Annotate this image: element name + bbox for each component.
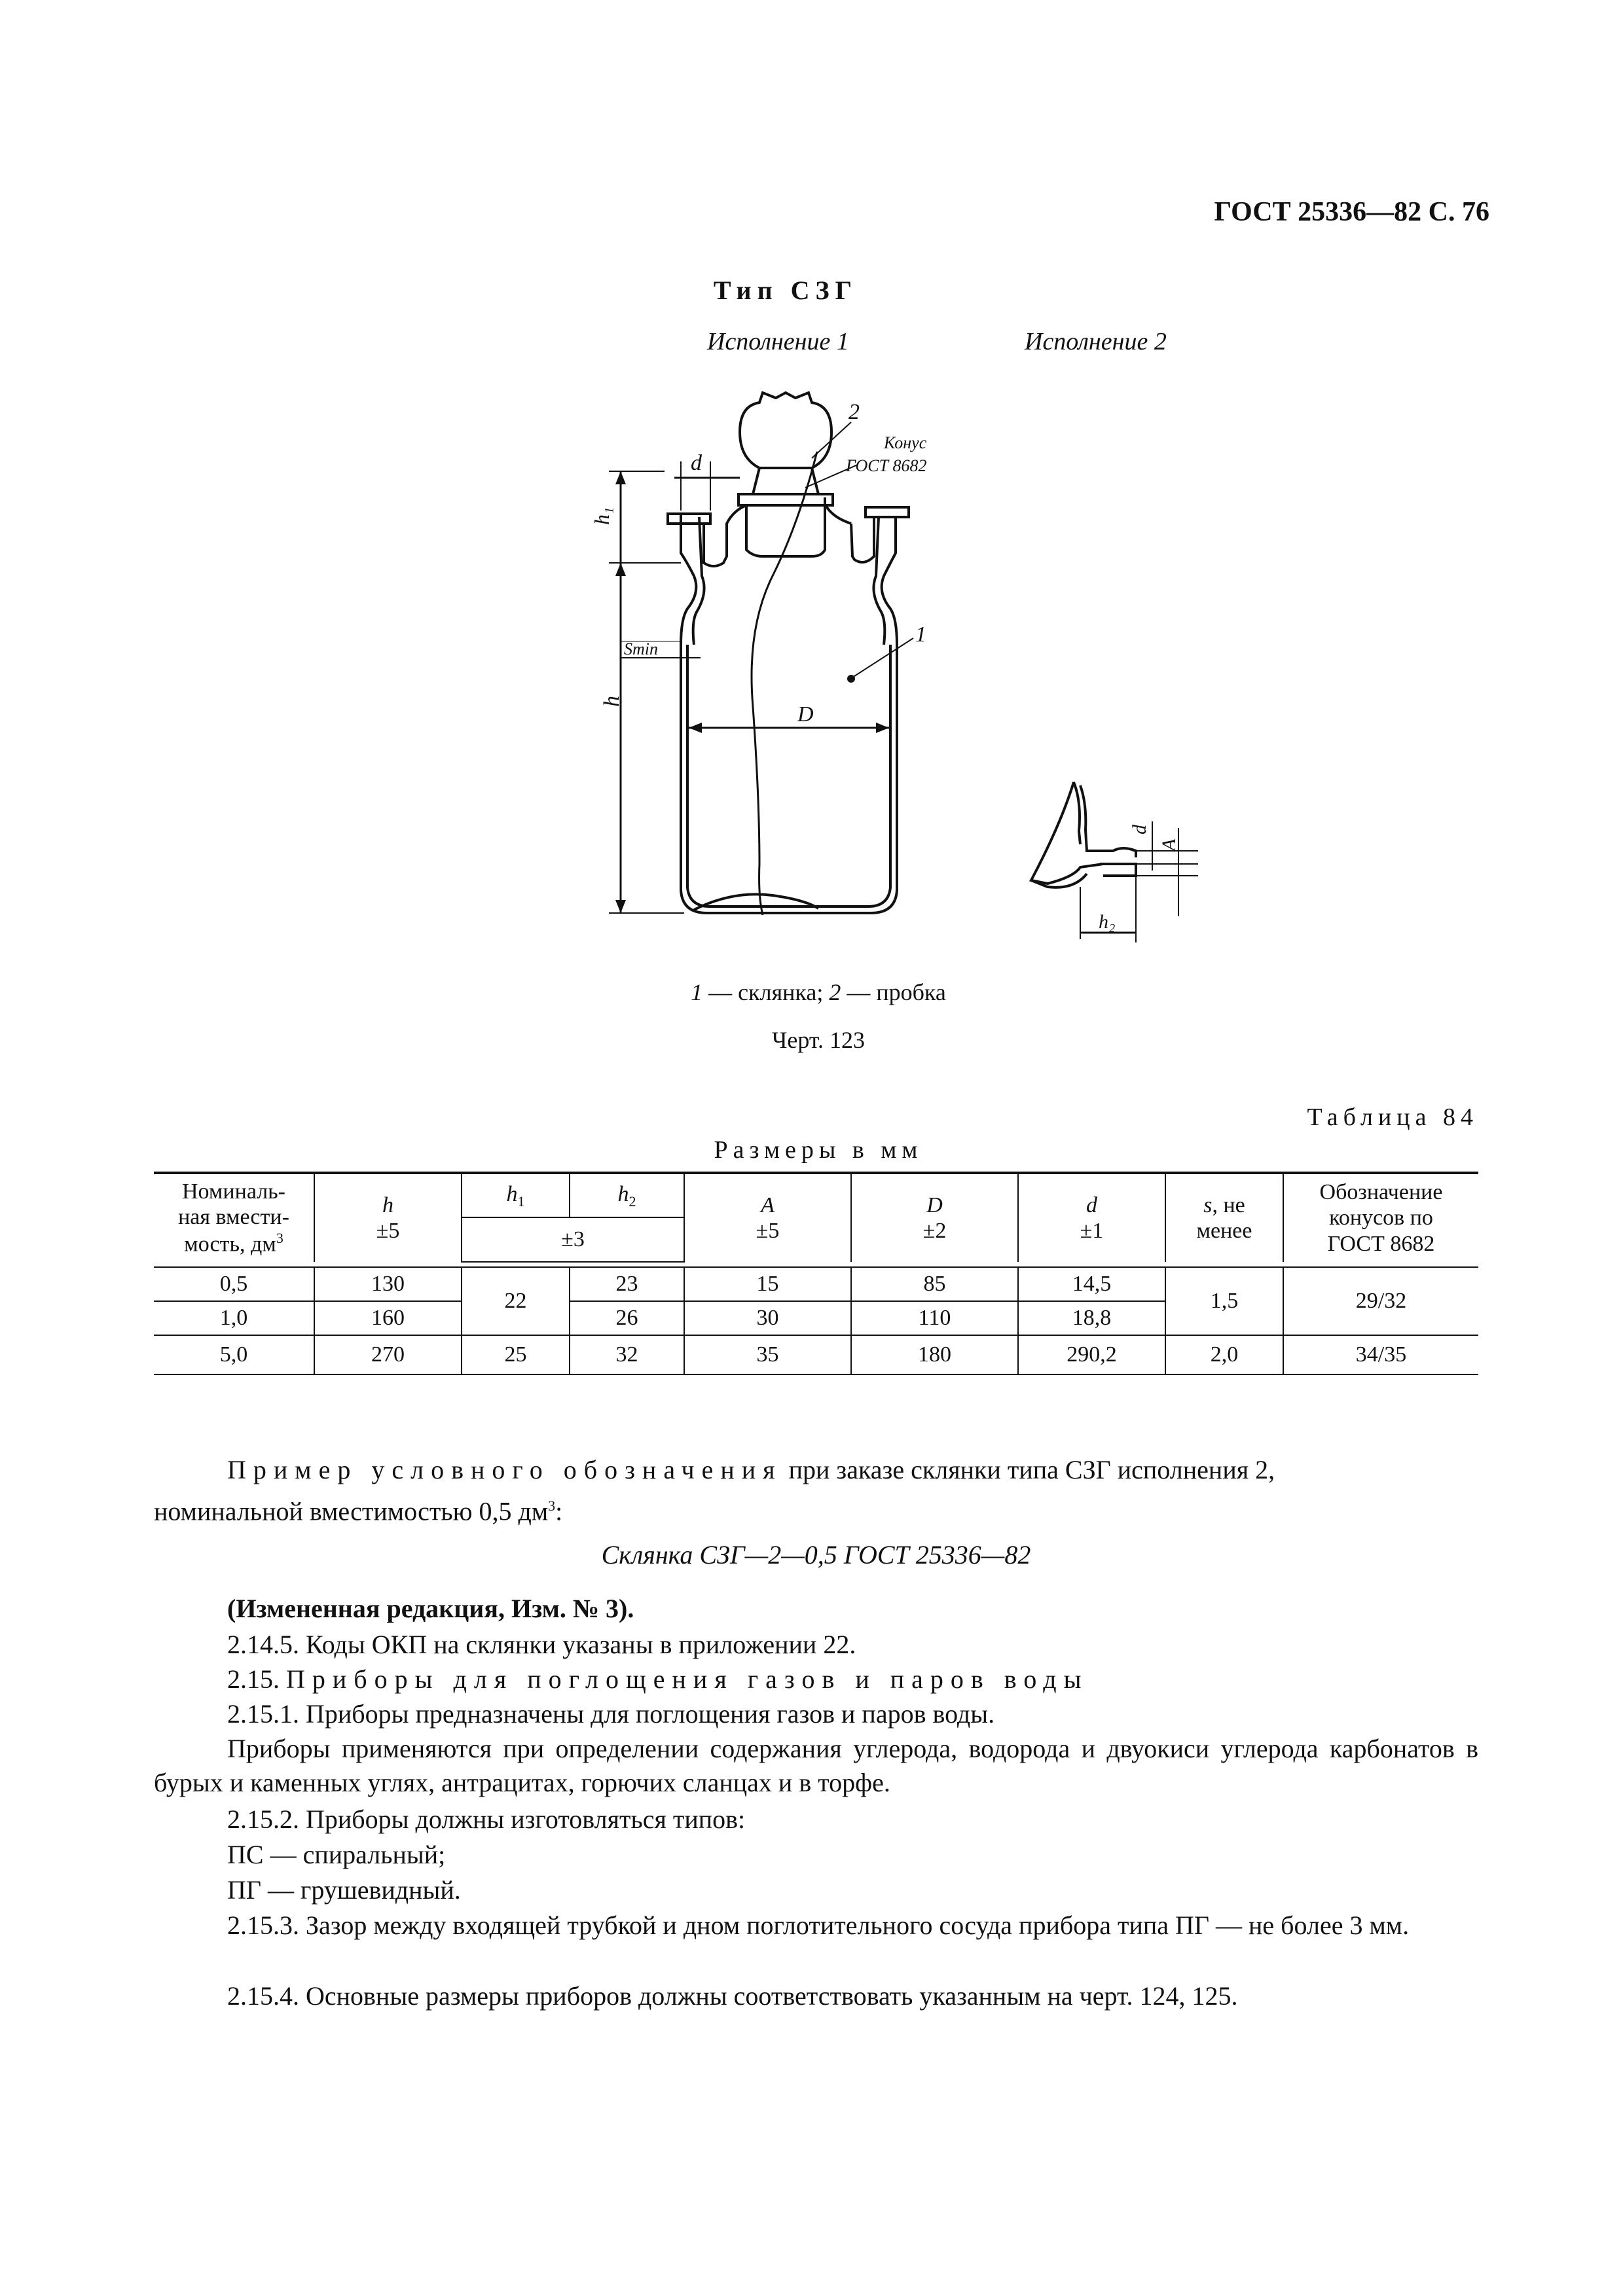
variant-2-label: Исполнение 2 [1025, 328, 1167, 355]
header-D: D ±2 [851, 1173, 1018, 1262]
left-neck-lip [668, 514, 710, 524]
table-row: 1,0 160 26 30 110 18,8 [154, 1301, 1478, 1335]
header-h2: $h_2$ [570, 1173, 684, 1217]
header-capacity: Номиналь- ная вмести- мость, $дм^3$ [154, 1173, 314, 1262]
para-2-15-2: 2.15.2. Приборы должны изготовляться типов: [227, 1804, 746, 1834]
para-2-15-4: 2.15.4. Основные размеры приборов должны соответствовать указанным на черт. 124, 125. [227, 1981, 1238, 2011]
label-h1: h₁ [590, 507, 613, 525]
example-paragraph: Пример условного обозначения при заказе склянки типа СЗГ исполнения 2, [227, 1455, 1275, 1484]
label-detail-d: d [1129, 825, 1150, 834]
label-detail-h2: h₂ [1099, 911, 1116, 933]
label-callout-2: 2 [848, 400, 860, 424]
flask-body-outline [681, 645, 897, 913]
center-neck-lip [739, 494, 833, 505]
table-row: 0,5 130 22 23 15 85 14,5 1,5 29/32 [154, 1267, 1478, 1301]
legend-text-1: — склянка; [702, 979, 830, 1005]
label-smin: Smin [624, 639, 658, 658]
type-pg: ПГ — грушевидный. [227, 1875, 461, 1905]
header-h: h ±5 [314, 1173, 462, 1262]
drawing-number: Черт. 123 [772, 1027, 865, 1053]
label-cone-std: ГОСТ 8682 [846, 456, 927, 475]
stopper-outline [740, 393, 831, 494]
table-units: Размеры в мм [714, 1136, 923, 1164]
header-h1: $h_1$ [462, 1173, 570, 1217]
header-h12-tol: ±3 [462, 1217, 684, 1262]
para-2-15-3: 2.15.3. Зазор между входящей трубкой и дном поглотительного сосуда прибора типа ПГ — не более 3 мм. [227, 1910, 1410, 1940]
header-s: s, не менее [1165, 1173, 1283, 1262]
label-cone: Конус [884, 433, 927, 452]
header-A: A ±5 [684, 1173, 851, 1262]
page-header: ГОСТ 25336—82 С. 76 [1214, 197, 1489, 227]
label-D: D [797, 702, 814, 726]
figure-legend [589, 978, 1048, 1006]
header-cone: Обозначение конусов по ГОСТ 8682 [1283, 1173, 1478, 1262]
variant-1-label: Исполнение 1 [707, 328, 849, 355]
flask-drawing [576, 380, 1231, 969]
legend-num-1: 1 [691, 979, 703, 1005]
figure-type-title: Тип СЗГ [713, 276, 858, 305]
label-detail-A: A [1158, 838, 1180, 851]
example-paragraph-line2: номинальной вместимостью 0,5 $дм^3$: [154, 1496, 563, 1526]
legend-text-2: — пробка [841, 979, 946, 1005]
right-neck-lip [866, 507, 909, 517]
label-h: h [600, 696, 624, 707]
table-label: Таблица 84 [1307, 1103, 1478, 1131]
para-2-15-1: 2.15.1. Приборы предназначены для поглощения газов и паров воды. [227, 1699, 995, 1729]
designation-example: Склянка СЗГ—2—0,5 ГОСТ 25336—82 [601, 1540, 1031, 1570]
para-use: Приборы применяются при определении содержания углерода, водорода и двуокиси углерода карбонатов в бурых и каменных углях, антрацитах, горючих сланцах и в торфе. [154, 1734, 1478, 1797]
table-row: 5,0 270 25 32 35 180 290,2 2,0 34/35 [154, 1335, 1478, 1374]
para-2-15: 2.15. Приборы для поглощения газов и паров воды [227, 1664, 1089, 1694]
label-d: d [691, 451, 702, 475]
header-d: d ±1 [1018, 1173, 1165, 1262]
label-callout-1: 1 [915, 622, 926, 647]
legend-num-2: 2 [829, 979, 841, 1005]
revised-note: (Измененная редакция, Изм. № 3). [227, 1594, 634, 1623]
dimensions-table [154, 1172, 1478, 1375]
type-ps: ПС — спиральный; [227, 1840, 446, 1869]
para-2-14-5: 2.14.5. Коды ОКП на склянки указаны в приложении 22. [227, 1630, 856, 1659]
